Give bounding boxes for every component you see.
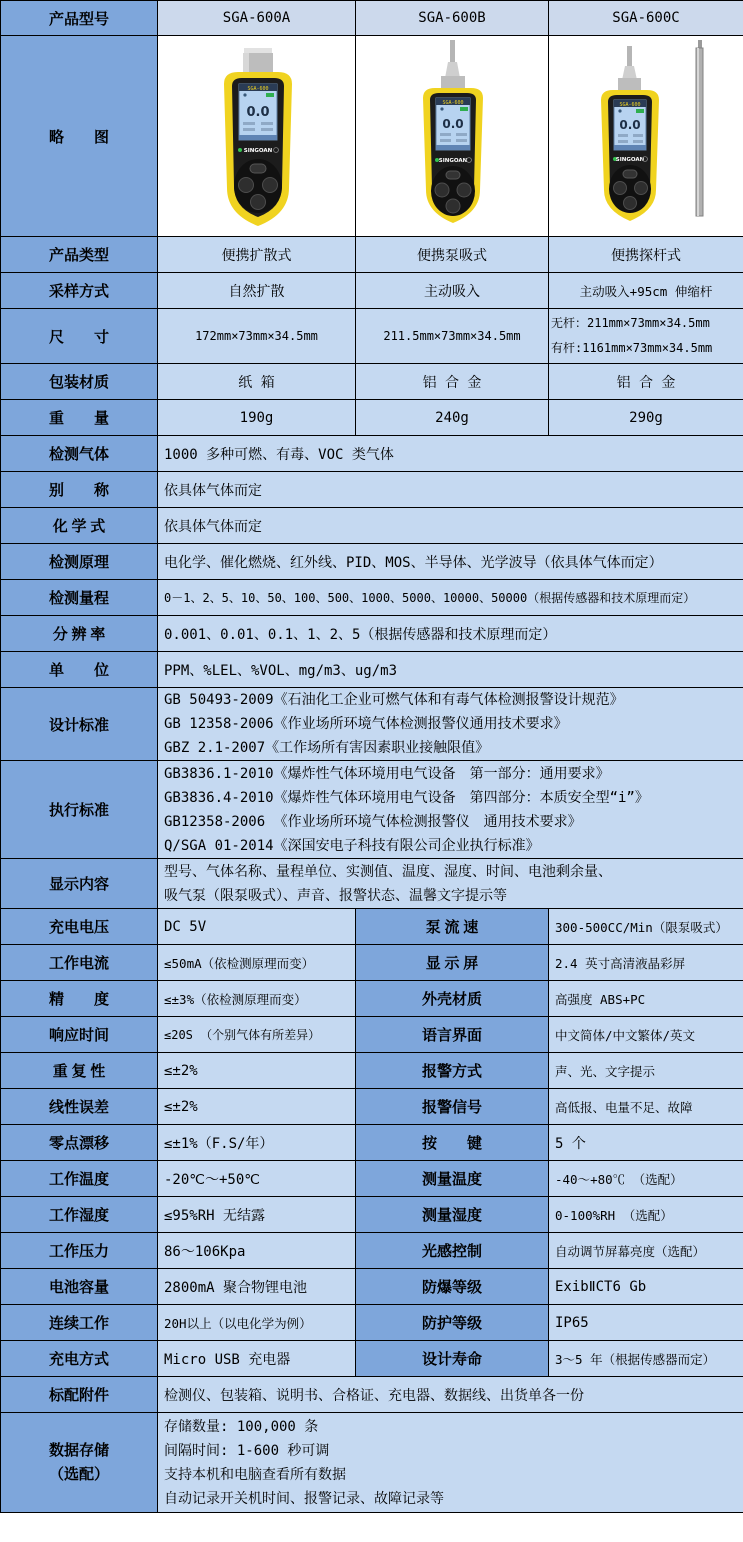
row-value: ≤±1%（F.S/年）: [158, 1125, 356, 1161]
row-label: 设计标准: [1, 688, 158, 761]
label-line: （选配）: [48, 1466, 109, 1483]
row-label: 检测量程: [1, 580, 158, 616]
row-value: 0－1、2、5、10、50、100、500、1000、5000、10000、50000（根据传感器和技术原理而定）: [158, 580, 743, 616]
table-row-accessories: [1, 1377, 743, 1413]
row-value: 便携扩散式: [158, 237, 356, 273]
table-row-gases: [1, 436, 743, 472]
row-value: 自动调节屏幕亮度（选配）: [549, 1233, 743, 1269]
row-value: ≤±2%: [158, 1053, 356, 1089]
speaker-icon: [243, 93, 246, 96]
row-value: 1000 多种可燃、有毒、VOC 类气体: [158, 436, 743, 472]
screen-statusbar: [239, 135, 277, 140]
spec-row: [1, 981, 743, 1017]
probe-cone: [622, 66, 637, 80]
screen-reading: 0.0: [619, 118, 641, 132]
row-label: 显 示 屏: [356, 945, 549, 981]
row-value: [158, 859, 743, 909]
row-value: 铝 合 金: [356, 364, 549, 400]
enter-button: [624, 197, 637, 210]
table-row-units: [1, 652, 743, 688]
spec-row: [1, 945, 743, 981]
standard-line: GBZ 2.1-2007《工作场所有害因素职业接触限值》: [164, 740, 490, 756]
row-value: 自然扩散: [158, 273, 356, 309]
row-label: 工作电流: [1, 945, 158, 981]
left-button: [614, 182, 627, 195]
dim-line: 有杆:1161mm×73mm×34.5mm: [551, 341, 713, 355]
standard-line: GB12358-2006 《作业场所环境气体检测报警仪 通用技术要求》: [164, 813, 582, 830]
row-value: 高强度 ABS+PC: [549, 981, 743, 1017]
row-label: 泵 流 速: [356, 909, 549, 945]
row-value: 86～106Kpa: [158, 1233, 356, 1269]
device-image-cell-b: [356, 36, 549, 237]
standard-line: GB 12358-2006《作业场所环境气体检测报警仪通用技术要求》: [164, 716, 568, 732]
brand-label: SINGOAN: [615, 157, 645, 163]
row-value: 纸 箱: [158, 364, 356, 400]
row-value: 检测仪、包装箱、说明书、合格证、充电器、数据线、出货单各一份: [158, 1377, 743, 1413]
spec-row: [1, 1197, 743, 1233]
row-value: ExibⅡCT6 Gb: [549, 1269, 743, 1305]
dim-line: 无杆：211mm×73mm×34.5mm: [551, 316, 710, 330]
row-value: ≤20S （个别气体有所差异）: [158, 1017, 356, 1053]
row-label: 分 辨 率: [1, 616, 158, 652]
enter-button: [250, 195, 265, 210]
speaker-icon: [618, 109, 621, 112]
row-label: 语言界面: [356, 1017, 549, 1053]
standard-line: GB3836.1-2010《爆炸性气体环境用电气设备 第一部分：通用要求》: [164, 765, 610, 782]
row-value: 主动吸入+95cm 伸缩杆: [549, 273, 743, 309]
device-image-cell-a: [158, 36, 356, 237]
right-button: [262, 178, 277, 193]
row-value: ≤±3%（依检测原理而变）: [158, 981, 356, 1017]
row-label: 充电电压: [1, 909, 158, 945]
row-value: 声、光、文字提示: [549, 1053, 743, 1089]
table-row-alias: [1, 472, 743, 508]
speaker-icon: [440, 107, 443, 110]
row-label: 工作压力: [1, 1233, 158, 1269]
row-value: 290g: [549, 400, 743, 436]
row-value: 172mm×73mm×34.5mm: [158, 309, 356, 364]
row-value: [158, 761, 743, 859]
spec-row: [1, 1017, 743, 1053]
row-label: 测量温度: [356, 1161, 549, 1197]
row-label: 重 复 性: [1, 1053, 158, 1089]
row-value: 2800mA 聚合物锂电池: [158, 1269, 356, 1305]
row-value: 依具体气体而定: [158, 508, 743, 544]
table-row-display-content: [1, 859, 743, 909]
spec-row: [1, 1269, 743, 1305]
row-value: ≤50mA（依检测原理而变）: [158, 945, 356, 981]
standard-line: GB 50493-2009《石油化工企业可燃气体和有毒气体检测报警设计规范》: [164, 692, 624, 708]
row-label: 化 学 式: [1, 508, 158, 544]
row-value: 240g: [356, 400, 549, 436]
table-row-design-standard: [1, 688, 743, 761]
spec-row: [1, 1053, 743, 1089]
row-label: 工作温度: [1, 1161, 158, 1197]
row-label: 重 量: [1, 400, 158, 436]
row-value: DC 5V: [158, 909, 356, 945]
row-value: 300-500CC/Min（限泵吸式）: [549, 909, 743, 945]
row-label: [1, 1413, 158, 1513]
row-label: 测量湿度: [356, 1197, 549, 1233]
row-label: 连续工作: [1, 1305, 158, 1341]
row-value: 依具体气体而定: [158, 472, 743, 508]
row-label: 电池容量: [1, 1269, 158, 1305]
menu-button: [250, 164, 266, 173]
row-value: 3～5 年（根据传感器而定）: [549, 1341, 743, 1377]
row-label: 别 称: [1, 472, 158, 508]
table-row-exec-standard: [1, 761, 743, 859]
row-value: 0.001、0.01、0.1、1、2、5（根据传感器和技术原理而定）: [158, 616, 743, 652]
row-value: 电化学、催化燃烧、红外线、PID、MOS、半导体、光学波导（依具体气体而定）: [158, 544, 743, 580]
probe-cone: [445, 62, 460, 78]
screen-statusbar: [614, 145, 646, 150]
row-value: Micro USB 充电器: [158, 1341, 356, 1377]
row-value: 高低报、电量不足、故障: [549, 1089, 743, 1125]
sensor-cap-top: [244, 48, 272, 53]
led-indicator: [238, 148, 242, 152]
spec-row: [1, 1161, 743, 1197]
menu-button: [446, 171, 460, 179]
row-label: 工作湿度: [1, 1197, 158, 1233]
probe-rod: [627, 46, 632, 66]
probe-rod: [450, 40, 455, 62]
row-label: 光感控制: [356, 1233, 549, 1269]
row-label: 尺 寸: [1, 309, 158, 364]
spec-row: [1, 1089, 743, 1125]
screen-reading: 0.0: [442, 117, 464, 131]
device-illustration-sga-600c: [551, 38, 741, 234]
row-value: [158, 1413, 743, 1513]
row-label: 按 键: [356, 1125, 549, 1161]
enter-button: [446, 199, 460, 213]
spec-row: [1, 1233, 743, 1269]
table-row-packaging: [1, 364, 743, 400]
table-row-resolution: [1, 616, 743, 652]
row-label: 响应时间: [1, 1017, 158, 1053]
row-label: 报警信号: [356, 1089, 549, 1125]
row-value: -40～+80℃ （选配）: [549, 1161, 743, 1197]
row-label: 精 度: [1, 981, 158, 1017]
row-label: 单 位: [1, 652, 158, 688]
header-label: 产品型号: [1, 1, 158, 36]
standard-line: GB3836.4-2010《爆炸性气体环境用电气设备 第四部分：本质安全型“i”》: [164, 789, 649, 806]
battery-icon: [266, 93, 274, 97]
screen-statusbar: [436, 145, 470, 150]
table-row-range: [1, 580, 743, 616]
row-value: 铝 合 金: [549, 364, 743, 400]
row-label: 检测气体: [1, 436, 158, 472]
storage-line: 支持本机和电脑查看所有数据: [164, 1466, 346, 1483]
screen-title: SGA-600: [619, 102, 641, 108]
right-button: [635, 182, 648, 195]
row-value: 便携泵吸式: [356, 237, 549, 273]
row-label: 包装材质: [1, 364, 158, 400]
row-value: ≤95%RH 无结露: [158, 1197, 356, 1233]
spec-row: [1, 1341, 743, 1377]
brand-label: SINGOAN: [438, 158, 468, 164]
row-value: [158, 688, 743, 761]
model-name-sga-600b: SGA-600B: [356, 1, 549, 36]
model-name-sga-600a: SGA-600A: [158, 1, 356, 36]
storage-line: 存储数量: 100,000 条: [164, 1418, 319, 1435]
row-label: 报警方式: [356, 1053, 549, 1089]
menu-button: [623, 170, 637, 178]
screen-title: SGA-600: [246, 86, 269, 92]
row-value: 5 个: [549, 1125, 743, 1161]
table-row-product-type: [1, 237, 743, 273]
row-value: -20℃～+50℃: [158, 1161, 356, 1197]
row-label: 线性误差: [1, 1089, 158, 1125]
model-name-sga-600c: SGA-600C: [549, 1, 743, 36]
content-line: 吸气泵（限泵吸式）、声音、报警状态、温馨文字提示等: [164, 887, 507, 904]
row-label: 外壳材质: [356, 981, 549, 1017]
label-line: 数据存储: [48, 1442, 109, 1459]
storage-line: 间隔时间: 1-600 秒可调: [164, 1442, 330, 1459]
standard-line: Q/SGA 01-2014《深国安电子科技有限公司企业执行标准》: [164, 837, 540, 854]
row-value: 主动吸入: [356, 273, 549, 309]
row-value: ≤±2%: [158, 1089, 356, 1125]
table-row-data-storage: [1, 1413, 743, 1513]
left-button: [435, 183, 449, 197]
table-row-formula: [1, 508, 743, 544]
row-value: 190g: [158, 400, 356, 436]
row-label: 标配附件: [1, 1377, 158, 1413]
row-label: 防爆等级: [356, 1269, 549, 1305]
row-label: 采样方式: [1, 273, 158, 309]
row-value: 2.4 英寸高清液晶彩屏: [549, 945, 743, 981]
row-value: [549, 309, 743, 364]
row-label: 产品类型: [1, 237, 158, 273]
right-button: [457, 183, 471, 197]
header-row: [1, 1, 743, 36]
sketch-label: 略 图: [1, 36, 158, 237]
device-illustration-sga-600a: [162, 38, 352, 234]
row-label: 检测原理: [1, 544, 158, 580]
row-value: 0-100%RH （选配）: [549, 1197, 743, 1233]
row-label: 显示内容: [1, 859, 158, 909]
battery-icon: [460, 107, 468, 111]
screen-reading: 0.0: [245, 105, 270, 120]
table-row-principle: [1, 544, 743, 580]
sketch-row: [1, 36, 743, 237]
screen-title: SGA-600: [442, 100, 464, 106]
left-button: [238, 178, 253, 193]
battery-icon: [636, 109, 644, 113]
row-value: IP65: [549, 1305, 743, 1341]
row-value: 便携探杆式: [549, 237, 743, 273]
row-label: 充电方式: [1, 1341, 158, 1377]
brand-label: SINGOAN: [243, 148, 272, 154]
table-row-sampling: [1, 273, 743, 309]
row-value: PPM、%LEL、%VOL、mg/m3、ug/m3: [158, 652, 743, 688]
row-label: 设计寿命: [356, 1341, 549, 1377]
telescopic-rod-tip: [698, 40, 702, 48]
spec-row: [1, 1125, 743, 1161]
row-value: 20H以上（以电化学为例）: [158, 1305, 356, 1341]
table-row-weight: [1, 400, 743, 436]
row-label: 零点漂移: [1, 1125, 158, 1161]
row-value: 211.5mm×73mm×34.5mm: [356, 309, 549, 364]
table-row-dimensions: [1, 309, 743, 364]
content-line: 型号、气体名称、量程单位、实测值、温度、湿度、时间、电池剩余量、: [164, 863, 612, 880]
spec-row: [1, 909, 743, 945]
spec-row: [1, 1305, 743, 1341]
storage-line: 自动记录开关机时间、报警记录、故障记录等: [164, 1490, 444, 1507]
device-illustration-sga-600b: [357, 38, 547, 234]
row-label: 执行标准: [1, 761, 158, 859]
device-image-cell-c: [549, 36, 743, 237]
row-value: 中文简体/中文繁体/英文: [549, 1017, 743, 1053]
row-label: 防护等级: [356, 1305, 549, 1341]
